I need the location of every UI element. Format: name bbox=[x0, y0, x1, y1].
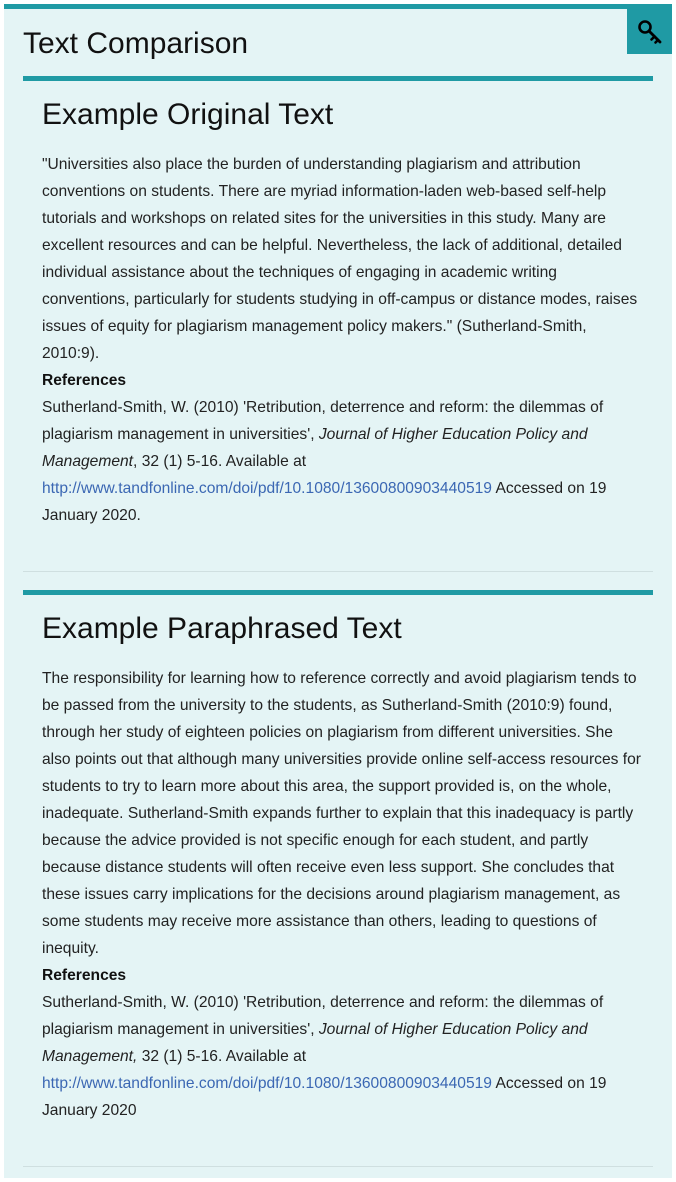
reference-details: 32 (1) 5-16. Available at bbox=[137, 1048, 307, 1065]
paraphrased-paragraph: The responsibility for learning how to reference correctly and avoid plagiarism tends to be passed from the university to the students, as Sutherland-Smith (2010:9) found, through her study of eighteen policies on plagiarism from different universities. She also points out that although many universities provide online self-access resources for students to try to learn more about this area, the support provided is, on the whole, inadequate. Sutherland-Smith expands further to explain that this inadequacy is partly because the advice provided is not specific enough for each student, and partly because distance students will often receive even less support. She concludes that these issues carry implications for the decisions around plagiarism management, as some students may receive more assistance than others, leading to questions of inequity. bbox=[42, 670, 641, 957]
original-quote: "Universities also place the burden of understanding plagiarism and attribution conventions on students. There are myriad information-laden web-based self-help tutorials and workshops on related sites for the universities in this study. Many are excellent resources and can be helpful. Nevertheless, the lack of additional, detailed individual assistance about the techniques of engaging in academic writing conventions, particularly for students studying in off-campus or distance modes, raises issues of equity for plagiarism management policy makers." (Sutherland-Smith, 2010:9). bbox=[42, 156, 638, 362]
key-icon bbox=[637, 19, 663, 45]
paraphrased-text-body bbox=[42, 665, 642, 1124]
references-heading: References bbox=[42, 967, 127, 984]
reference-text: Sutherland-Smith, W. (2010) 'Retribution, deterrence and reform: the dilemmas of plagiarism management in universities', bbox=[42, 399, 604, 443]
reference-details: , 32 (1) 5-16. Available at bbox=[133, 453, 307, 470]
text-comparison-panel bbox=[4, 4, 672, 1178]
reference-link[interactable]: http://www.tandfonline.com/doi/pdf/10.1080/13600800903440519 bbox=[42, 1075, 492, 1092]
reference-entry bbox=[42, 989, 642, 1124]
reference-text: Sutherland-Smith, W. (2010) 'Retribution, deterrence and reform: the dilemmas of plagiarism management in universities', bbox=[42, 994, 604, 1038]
journal-title: Journal of Higher Education Policy and Management, bbox=[42, 1021, 588, 1065]
reference-accessed: Accessed on 19 January 2020 bbox=[42, 1075, 607, 1119]
original-text-section bbox=[23, 76, 653, 572]
journal-title: Journal of Higher Education Policy and Management bbox=[42, 426, 588, 470]
references-heading: References bbox=[42, 372, 127, 389]
paraphrased-text-section bbox=[23, 590, 653, 1167]
original-text-heading: Example Original Text bbox=[42, 98, 334, 131]
panel-title: Text Comparison bbox=[23, 27, 249, 60]
original-text-body bbox=[42, 151, 642, 529]
key-button[interactable] bbox=[627, 9, 672, 54]
paraphrased-text-heading: Example Paraphrased Text bbox=[42, 612, 402, 645]
reference-link[interactable]: http://www.tandfonline.com/doi/pdf/10.1080/13600800903440519 bbox=[42, 480, 492, 497]
reference-accessed: Accessed on 19 January 2020. bbox=[42, 480, 607, 524]
reference-entry bbox=[42, 394, 642, 529]
